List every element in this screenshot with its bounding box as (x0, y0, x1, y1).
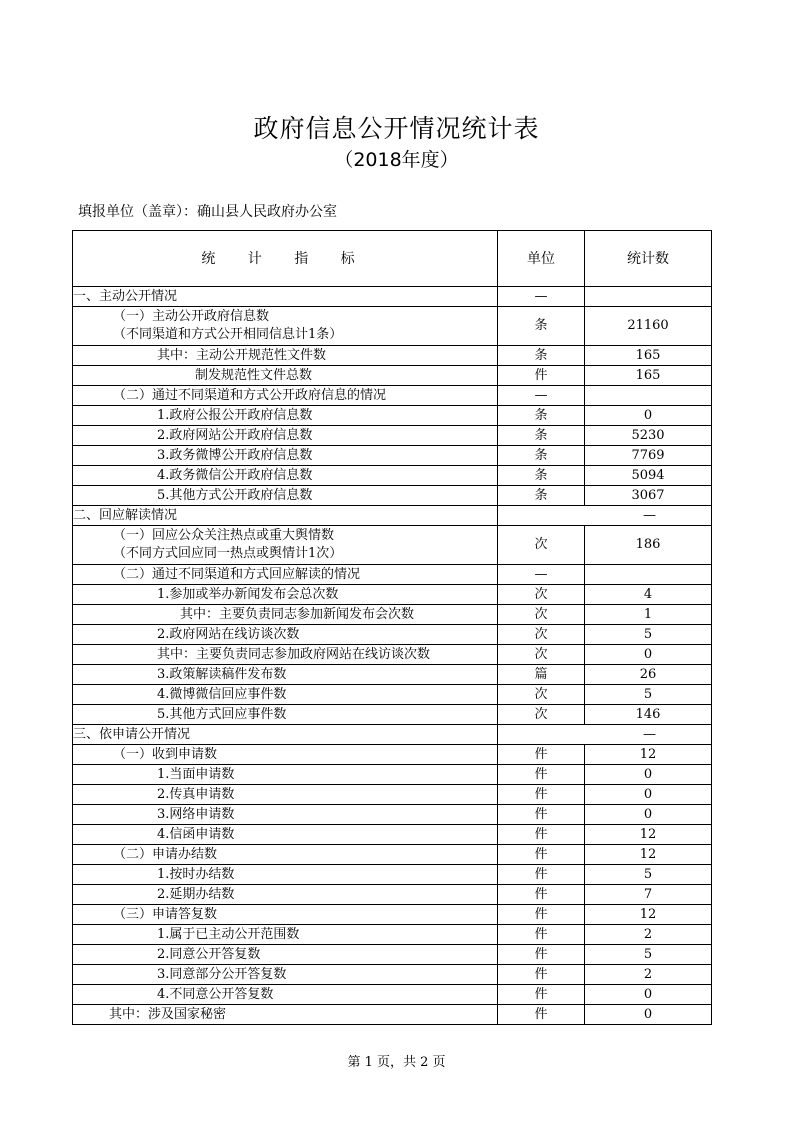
value-cell: 0 (585, 765, 712, 785)
unit-cell: 件 (498, 985, 585, 1005)
indicator-cell: （二）通过不同渠道和方式公开政府信息的情况 (73, 386, 498, 406)
value-cell: 7769 (585, 446, 712, 466)
section-row (73, 506, 712, 526)
value-cell: 0 (585, 805, 712, 825)
value-cell: 5230 (585, 426, 712, 446)
value-cell (585, 386, 712, 406)
unit-cell: 件 (498, 805, 585, 825)
value-cell: 26 (585, 665, 712, 685)
value-cell: 5 (585, 865, 712, 885)
unit-cell: — (498, 506, 712, 526)
page-footer: 第 1 页，共 2 页 (347, 1055, 446, 1070)
indicator-cell: 3.政务微博公开政府信息数 (73, 446, 498, 466)
indicator-cell: 其中：主要负责同志参加政府网站在线访谈次数 (73, 645, 498, 665)
value-cell: 0 (585, 645, 712, 665)
unit-cell: 次 (498, 526, 585, 565)
table-row (73, 845, 712, 865)
value-cell: 0 (585, 406, 712, 426)
table-row (73, 905, 712, 925)
value-cell: 0 (585, 985, 712, 1005)
unit-cell: 件 (498, 865, 585, 885)
unit-cell: — (498, 287, 585, 307)
unit-cell: 次 (498, 705, 585, 725)
table-row (73, 565, 712, 585)
unit-cell: 件 (498, 366, 585, 386)
value-cell: 7 (585, 885, 712, 905)
indicator-cell: （二）申请办结数 (73, 845, 498, 865)
value-cell: 12 (585, 745, 712, 765)
unit-cell: 次 (498, 585, 585, 605)
unit-cell: 条 (498, 307, 585, 346)
unit-cell: 件 (498, 785, 585, 805)
value-cell: 5 (585, 625, 712, 645)
indicator-cell: 三、依申请公开情况 (73, 725, 498, 745)
value-cell: 1 (585, 605, 712, 625)
indicator-cell (73, 526, 498, 565)
unit-cell: 件 (498, 925, 585, 945)
table-row (73, 965, 712, 985)
indicator-cell: 1.政府公报公开政府信息数 (73, 406, 498, 426)
unit-cell: 次 (498, 605, 585, 625)
table-row (73, 585, 712, 605)
reporting-unit-line: 填报单位（盖章）：确山县人民政府办公室 (78, 204, 337, 220)
indicator-cell: （二）通过不同渠道和方式回应解读的情况 (73, 565, 498, 585)
value-cell: 12 (585, 845, 712, 865)
indicator-cell: （三）申请答复数 (73, 905, 498, 925)
table-row (73, 685, 712, 705)
unit-cell: 条 (498, 446, 585, 466)
table-row (73, 665, 712, 685)
indicator-cell: 4.信函申请数 (73, 825, 498, 845)
indicator-cell: 2.延期办结数 (73, 885, 498, 905)
unit-cell: — (498, 565, 585, 585)
unit-cell: 次 (498, 645, 585, 665)
table-row (73, 625, 712, 645)
table-row (73, 865, 712, 885)
unit-cell: 件 (498, 745, 585, 765)
table-row (73, 446, 712, 466)
value-cell: 3067 (585, 486, 712, 506)
value-cell: 165 (585, 346, 712, 366)
unit-cell: 条 (498, 346, 585, 366)
value-cell: 21160 (585, 307, 712, 346)
unit-cell: 件 (498, 945, 585, 965)
value-cell: 2 (585, 965, 712, 985)
table-row (73, 426, 712, 446)
statistics-table (72, 230, 712, 1025)
table-row (73, 366, 712, 386)
indicator-cell: 4.不同意公开答复数 (73, 985, 498, 1005)
indicator-cell: 其中：涉及国家秘密 (73, 1005, 498, 1025)
indicator-cell: 2.同意公开答复数 (73, 945, 498, 965)
table-row (73, 925, 712, 945)
unit-cell: 条 (498, 426, 585, 446)
unit-cell: 件 (498, 1005, 585, 1025)
value-cell: 0 (585, 785, 712, 805)
indicator-cell: 二、回应解读情况 (73, 506, 498, 526)
value-cell: 186 (585, 526, 712, 565)
page-title: 政府信息公开情况统计表 (253, 114, 540, 143)
indicator-label: （一）主动公开政府信息数 (113, 309, 270, 324)
table-row (73, 765, 712, 785)
header-indicator: 统 计 指 标 (73, 231, 498, 287)
unit-cell: — (498, 725, 712, 745)
value-cell: 5094 (585, 466, 712, 486)
value-cell: 4 (585, 585, 712, 605)
table-row (73, 785, 712, 805)
unit-cell: 件 (498, 765, 585, 785)
value-cell: 5 (585, 945, 712, 965)
value-cell: 12 (585, 825, 712, 845)
table-row (73, 386, 712, 406)
indicator-cell: 其中：主动公开规范性文件数 (73, 346, 498, 366)
value-cell (585, 287, 712, 307)
indicator-cell: 其中：主要负责同志参加新闻发布会次数 (73, 605, 498, 625)
indicator-cell: 3.政策解读稿件发布数 (73, 665, 498, 685)
indicator-cell: 制发规范性文件总数 (73, 366, 498, 386)
unit-cell: 件 (498, 845, 585, 865)
value-cell (585, 565, 712, 585)
unit-cell: 次 (498, 625, 585, 645)
unit-cell: 条 (498, 466, 585, 486)
unit-cell: 件 (498, 905, 585, 925)
table-body (73, 287, 712, 1025)
table-header-row (73, 231, 712, 287)
unit-cell: 次 (498, 685, 585, 705)
indicator-cell: 5.其他方式回应事件数 (73, 705, 498, 725)
indicator-cell: 一、主动公开情况 (73, 287, 498, 307)
indicator-cell: 1.按时办结数 (73, 865, 498, 885)
table-row (73, 526, 712, 565)
indicator-cell: 4.政务微信公开政府信息数 (73, 466, 498, 486)
table-row (73, 486, 712, 506)
unit-cell: 件 (498, 965, 585, 985)
unit-cell: 篇 (498, 665, 585, 685)
table-row (73, 885, 712, 905)
indicator-cell: 2.政府网站公开政府信息数 (73, 426, 498, 446)
table-row (73, 605, 712, 625)
indicator-cell: （一）收到申请数 (73, 745, 498, 765)
table-row (73, 745, 712, 765)
table-row (73, 406, 712, 426)
table-row (73, 805, 712, 825)
page-subtitle: （2018年度） (334, 149, 459, 171)
indicator-note: （不同方式回应同一热点或舆情计1次） (113, 546, 343, 561)
value-cell: 0 (585, 1005, 712, 1025)
indicator-label: （一）回应公众关注热点或重大舆情数 (113, 528, 335, 543)
unit-cell: 件 (498, 885, 585, 905)
table-row (73, 945, 712, 965)
indicator-cell: 3.同意部分公开答复数 (73, 965, 498, 985)
section-row (73, 725, 712, 745)
indicator-cell (73, 307, 498, 346)
indicator-cell: 4.微博微信回应事件数 (73, 685, 498, 705)
value-cell: 146 (585, 705, 712, 725)
indicator-cell: 5.其他方式公开政府信息数 (73, 486, 498, 506)
table-row (73, 705, 712, 725)
indicator-cell: 2.政府网站在线访谈次数 (73, 625, 498, 645)
table-row (73, 346, 712, 366)
unit-cell: 件 (498, 825, 585, 845)
unit-cell: 条 (498, 406, 585, 426)
unit-cell: 条 (498, 486, 585, 506)
value-cell: 165 (585, 366, 712, 386)
table-row (73, 466, 712, 486)
header-unit: 单位 (498, 231, 585, 287)
value-cell: 5 (585, 685, 712, 705)
indicator-cell: 3.网络申请数 (73, 805, 498, 825)
indicator-cell: 1.参加或举办新闻发布会总次数 (73, 585, 498, 605)
table-row (73, 645, 712, 665)
header-count: 统计数 (585, 231, 712, 287)
section-row (73, 287, 712, 307)
unit-cell: — (498, 386, 585, 406)
table-row (73, 1005, 712, 1025)
indicator-note: （不同渠道和方式公开相同信息计1条） (113, 327, 343, 342)
table-row (73, 825, 712, 845)
indicator-cell: 1.当面申请数 (73, 765, 498, 785)
indicator-cell: 2.传真申请数 (73, 785, 498, 805)
table-row (73, 985, 712, 1005)
value-cell: 2 (585, 925, 712, 945)
indicator-cell: 1.属于已主动公开范围数 (73, 925, 498, 945)
value-cell: 12 (585, 905, 712, 925)
table-row (73, 307, 712, 346)
